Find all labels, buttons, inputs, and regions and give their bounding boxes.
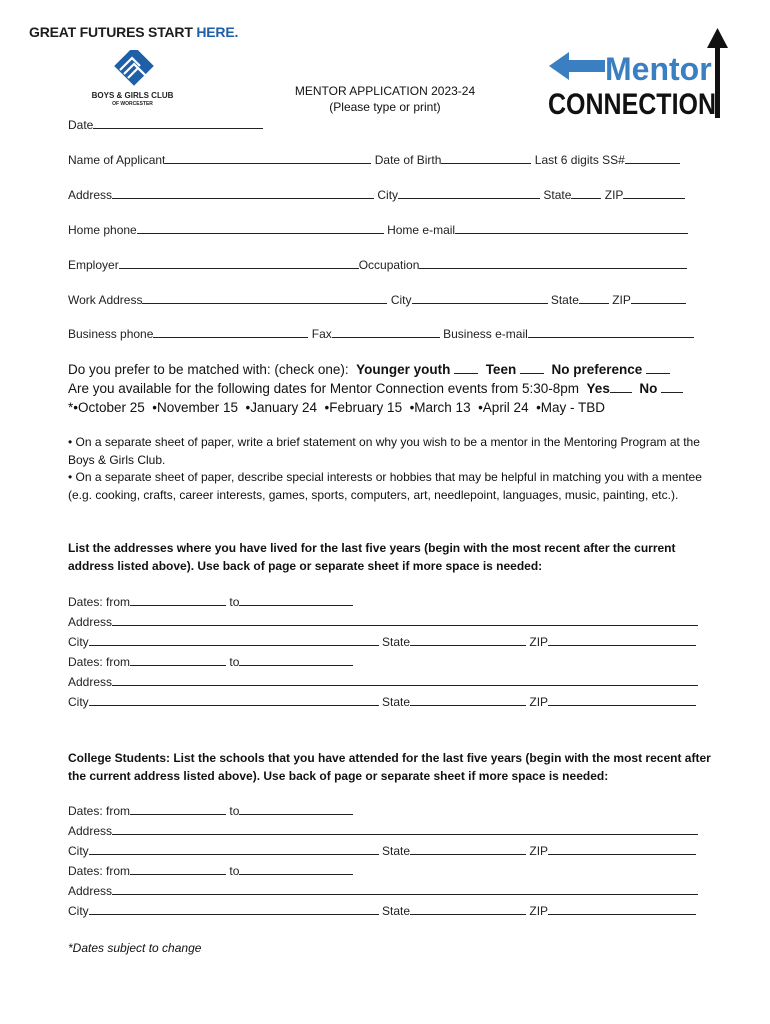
college-heading: College Students: List the schools that you have attended for the last five years (begin with the most recent after the current address listed above). Use back of page or separate sheet if more space is needed: — [68, 751, 711, 783]
res1-city-row — [68, 635, 696, 649]
col1-address-line[interactable] — [112, 824, 698, 835]
home-email-label: Home e-mail — [387, 223, 456, 237]
date-line[interactable] — [93, 118, 263, 129]
col2-city-line[interactable] — [89, 904, 379, 915]
occupation-label: Occupation — [358, 258, 420, 272]
col2-address-label: Address — [68, 884, 113, 898]
res2-city-label: City — [68, 695, 89, 709]
zip-label: ZIP — [604, 188, 624, 202]
yes-label: Yes — [586, 381, 610, 396]
res2-address-label: Address — [68, 675, 113, 689]
business-email-line[interactable] — [528, 327, 694, 338]
col1-city-label: City — [68, 844, 89, 858]
form-title: MENTOR APPLICATION 2023-24 — [294, 84, 476, 98]
col2-address-row — [68, 884, 698, 898]
res2-dates-row — [68, 655, 353, 669]
name-line[interactable] — [165, 153, 371, 164]
fax-label: Fax — [311, 327, 332, 341]
dob-label: Date of Birth — [374, 153, 442, 167]
logo-connection-text: CONNECTION — [548, 88, 716, 121]
res1-to-label: to — [229, 595, 240, 609]
work-city-label: City — [390, 293, 412, 307]
work-zip-line[interactable] — [631, 293, 686, 304]
res1-to-line[interactable] — [239, 595, 353, 606]
col2-state-label: State — [382, 904, 411, 918]
res2-zip-line[interactable] — [548, 695, 696, 706]
row-employer — [68, 258, 687, 272]
row-work-address — [68, 293, 686, 307]
employer-label: Employer — [68, 258, 119, 272]
res2-city-line[interactable] — [89, 695, 379, 706]
residence-heading: List the addresses where you have lived for the last five years (begin with the most recent after the current address listed above). Use back of page or separate sheet if more space is needed: — [68, 541, 676, 573]
yes-check[interactable] — [610, 382, 632, 393]
state-line[interactable] — [571, 188, 601, 199]
col2-dates-row — [68, 864, 353, 878]
col1-from-line[interactable] — [130, 804, 226, 815]
opt-teen-label: Teen — [485, 362, 517, 377]
res1-state-label: State — [382, 635, 411, 649]
no-label: No — [639, 381, 658, 396]
address-line[interactable] — [112, 188, 374, 199]
opt-younger-check[interactable] — [454, 363, 478, 374]
fax-line[interactable] — [332, 327, 440, 338]
row-address — [68, 188, 685, 202]
city-label: City — [377, 188, 399, 202]
dob-line[interactable] — [441, 153, 531, 164]
business-phone-line[interactable] — [153, 327, 308, 338]
ssn-label: Last 6 digits SS# — [534, 153, 625, 167]
occupation-line[interactable] — [419, 258, 687, 269]
mentor-connection-logo-art — [545, 26, 740, 122]
col2-zip-label: ZIP — [529, 904, 549, 918]
row-home — [68, 223, 688, 237]
res2-to-label: to — [229, 655, 240, 669]
name-label: Name of Applicant — [68, 153, 166, 167]
no-check[interactable] — [661, 382, 683, 393]
club-logo — [80, 50, 190, 112]
city-line[interactable] — [398, 188, 540, 199]
work-city-line[interactable] — [412, 293, 548, 304]
col1-zip-line[interactable] — [548, 844, 696, 855]
tagline — [29, 24, 238, 40]
ssn-line[interactable] — [625, 153, 680, 164]
instructions — [68, 434, 718, 504]
date-field[interactable] — [68, 118, 263, 132]
opt-younger-label: Younger youth — [356, 362, 451, 377]
col2-city-label: City — [68, 904, 89, 918]
home-phone-label: Home phone — [68, 223, 137, 237]
col1-state-line[interactable] — [410, 844, 526, 855]
col1-address-row — [68, 824, 698, 838]
work-state-line[interactable] — [579, 293, 609, 304]
match-preference-row — [68, 362, 670, 377]
res2-from-label: Dates: from — [68, 655, 131, 669]
res1-zip-line[interactable] — [548, 635, 696, 646]
club-sub: OF WORCESTER — [112, 101, 153, 107]
business-email-label: Business e-mail — [443, 327, 528, 341]
club-name: BOYS & GIRLS CLUB — [91, 91, 174, 100]
home-email-line[interactable] — [455, 223, 688, 234]
col1-from-label: Dates: from — [68, 804, 131, 818]
col2-state-line[interactable] — [410, 904, 526, 915]
interests-instruction: • On a separate sheet of paper, describe special interests or hobbies that may be helpful in matching you with a mentee (e.g. cooking, crafts, career interests, games, sports, computers, art, needlepoint, languages, music, painting, etc.). — [68, 470, 702, 502]
col1-state-label: State — [382, 844, 411, 858]
statement-instruction: • On a separate sheet of paper, write a brief statement on why you wish to be a mentor in the Mentoring Program at the Boys & Girls Club. — [68, 435, 700, 467]
footnote: *Dates subject to change — [68, 941, 202, 955]
row-name — [68, 153, 680, 167]
res2-to-line[interactable] — [239, 655, 353, 666]
res2-zip-label: ZIP — [529, 695, 549, 709]
club-logo-icon — [102, 50, 166, 90]
availability-row — [68, 381, 683, 396]
work-address-line[interactable] — [142, 293, 387, 304]
col2-from-line[interactable] — [130, 864, 226, 875]
business-phone-label: Business phone — [68, 327, 154, 341]
col2-from-label: Dates: from — [68, 864, 131, 878]
mentor-connection-logo — [545, 26, 740, 122]
availability-question: Are you available for the following dates for Mentor Connection events from 5:30-8pm — [68, 381, 580, 396]
form-title-block — [230, 83, 540, 115]
col1-address-label: Address — [68, 824, 113, 838]
logo-mentor-text: Mentor — [605, 51, 712, 87]
res1-state-line[interactable] — [410, 635, 526, 646]
col2-to-label: to — [229, 864, 240, 878]
res2-address-line[interactable] — [112, 675, 698, 686]
res2-city-row — [68, 695, 696, 709]
res2-state-line[interactable] — [410, 695, 526, 706]
tagline-accent: HERE. — [196, 24, 239, 40]
work-state-label: State — [550, 293, 579, 307]
res1-from-line[interactable] — [130, 595, 226, 606]
tagline-text: GREAT FUTURES START — [29, 24, 197, 40]
res1-dates-row — [68, 595, 353, 609]
event-dates: *•October 25 •November 15 •January 24 •February 15 •March 13 •April 24 •May - TBD — [68, 400, 606, 415]
res1-city-label: City — [68, 635, 89, 649]
res2-address-row — [68, 675, 698, 689]
res1-city-line[interactable] — [89, 635, 379, 646]
date-label: Date — [68, 118, 94, 132]
opt-none-check[interactable] — [646, 363, 670, 374]
work-zip-label: ZIP — [612, 293, 631, 307]
col2-zip-line[interactable] — [548, 904, 696, 915]
col1-city-row — [68, 844, 696, 858]
res2-state-label: State — [382, 695, 411, 709]
row-business — [68, 327, 694, 341]
res1-address-line[interactable] — [112, 615, 698, 626]
form-subtitle: (Please type or print) — [329, 100, 441, 114]
col2-to-line[interactable] — [239, 864, 353, 875]
home-phone-line[interactable] — [137, 223, 384, 234]
zip-line[interactable] — [623, 188, 685, 199]
col1-dates-row — [68, 804, 353, 818]
employer-line[interactable] — [119, 258, 359, 269]
col1-to-label: to — [229, 804, 240, 818]
state-label: State — [543, 188, 572, 202]
work-address-label: Work Address — [68, 293, 143, 307]
opt-teen-check[interactable] — [520, 363, 544, 374]
res1-address-label: Address — [68, 615, 113, 629]
col1-to-line[interactable] — [239, 804, 353, 815]
address-label: Address — [68, 188, 113, 202]
col2-address-line[interactable] — [112, 884, 698, 895]
res1-zip-label: ZIP — [529, 635, 549, 649]
res1-from-label: Dates: from — [68, 595, 131, 609]
res2-from-line[interactable] — [130, 655, 226, 666]
col1-city-line[interactable] — [89, 844, 379, 855]
match-question: Do you prefer to be matched with: (check one): — [68, 362, 349, 377]
opt-none-label: No preference — [551, 362, 643, 377]
col1-zip-label: ZIP — [529, 844, 549, 858]
res1-address-row — [68, 615, 698, 629]
col2-city-row — [68, 904, 696, 918]
